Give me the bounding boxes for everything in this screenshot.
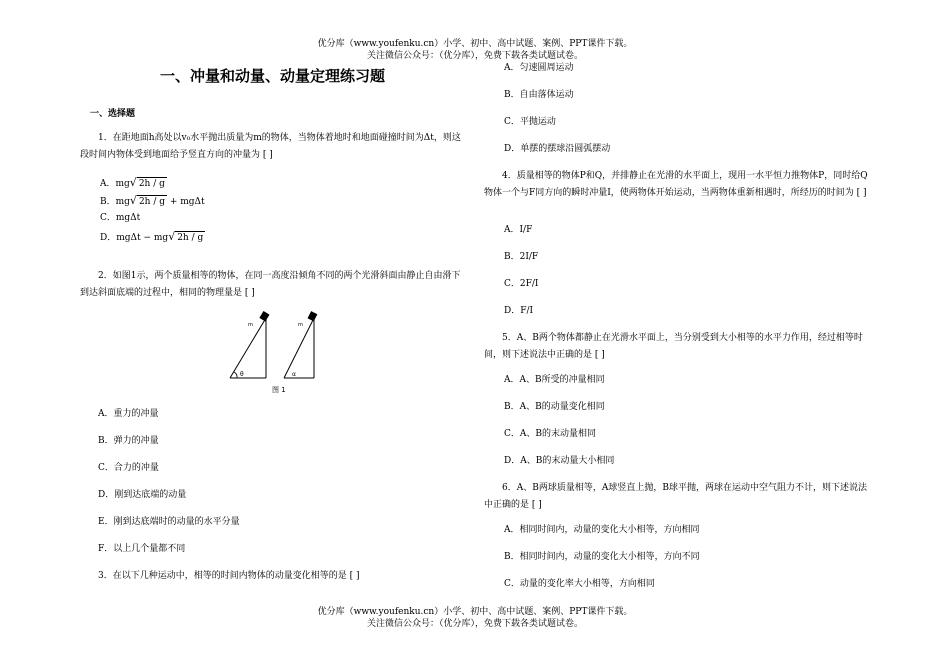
q1-option-a <box>100 174 167 193</box>
fig-alpha: α <box>292 371 296 378</box>
figure-1 <box>220 308 335 396</box>
q1-b-suffix: + mgΔt <box>166 197 205 207</box>
q2-option-f: F．以上几个量都不同 <box>98 544 186 554</box>
section-heading: 一、选择题 <box>90 109 136 119</box>
fig-m-left: m <box>248 322 253 328</box>
q5-option-b: B．A、B的动量变化相同 <box>504 402 605 412</box>
q4-stem: 4．质量相等的物体P和Q，并排静止在光滑的水平面上，现用一水平恒力推物体P，同时给Q物体一个与F同方向的瞬时冲量I，使两物体开始运动，当两物体重新相遇时，所经历的时间为 [ ] <box>484 171 868 198</box>
q1-d-prefix: D．mgΔt − mg <box>100 233 169 243</box>
fig-m-right: m <box>298 322 303 328</box>
q1-b-prefix: B．mg <box>100 197 130 207</box>
page-footer <box>0 606 950 630</box>
q3-option-d: D．单摆的摆球沿圆弧摆动 <box>504 144 611 154</box>
page-title: 一、冲量和动量、动量定理练习题 <box>159 67 385 85</box>
q2-option-a: A．重力的冲量 <box>98 409 159 419</box>
q1-d-radicand: 2h / g <box>177 233 204 243</box>
q1-stem: 1．在距地面h高处以v₀水平抛出质量为m的物体，当物体着地时和地面碰撞时间为Δt，则这段时间内物体受到地面给予竖直方向的冲量为 [ ] <box>80 133 461 160</box>
header-line-1: 优分库（www.youfenku.cn）小学、初中、高中试题、案例、PPT课件下载。 <box>317 39 633 49</box>
q4-option-a: A．I/F <box>504 225 533 235</box>
footer-line-2: 关注微信公众号：（优分库），免费下载各类试题试卷。 <box>366 619 583 629</box>
q2-stem: 2．如图1示，两个质量相等的物体，在同一高度沿倾角不同的两个光滑斜面由静止自由滑下到达斜面底端的过程中，相同的物理量是 [ ] <box>80 271 461 298</box>
q3-stem: 3．在以下几种运动中，相等的时间内物体的动量变化相等的是 [ ] <box>98 571 360 581</box>
q1-a-radicand: 2h / g <box>138 179 165 189</box>
q3-option-a: A．匀速圆周运动 <box>504 63 574 73</box>
q2-option-b: B．弹力的冲量 <box>98 436 159 446</box>
sqrt-icon: √ <box>129 176 137 189</box>
figure-caption: 图 1 <box>272 386 286 394</box>
fig-theta: θ <box>240 371 244 378</box>
q1-option-b <box>100 192 205 211</box>
q6-option-b: B．相同时间内，动量的变化大小相等，方向不同 <box>504 552 700 562</box>
sqrt-icon: √ <box>129 194 137 207</box>
q5-stem: 5．A、B两个物体都静止在光滑水平面上，当分别受到大小相等的水平力作用，经过相等时间，则下述说法中正确的是 [ ] <box>484 333 863 360</box>
page-header <box>0 38 950 62</box>
q5-option-c: C．A、B的末动量相同 <box>504 429 596 439</box>
footer-line-1: 优分库（www.youfenku.cn）小学、初中、高中试题、案例、PPT课件下载。 <box>317 607 633 617</box>
q1-a-prefix: A．mg <box>100 179 130 189</box>
q4-option-d: D．F/I <box>504 306 534 316</box>
q2-option-e: E．刚到达底端时的动量的水平分量 <box>98 517 240 527</box>
q4-option-b: B．2I/F <box>504 252 539 262</box>
q4-option-c: C．2F/I <box>504 279 539 289</box>
q1-option-c: C．mgΔt <box>100 213 141 223</box>
incline-right <box>284 311 317 378</box>
q6-option-c: C．动量的变化率大小相等，方向相同 <box>504 579 655 589</box>
q1-b-radicand: 2h / g <box>138 197 165 207</box>
block-left <box>259 311 269 321</box>
q6-option-a: A．相同时间内，动量的变化大小相等，方向相同 <box>504 525 700 535</box>
sqrt-icon: √ <box>168 230 176 243</box>
q2-option-c: C．合力的冲量 <box>98 463 159 473</box>
q5-option-d: D．A、B的末动量大小相同 <box>504 456 615 466</box>
header-line-2: 关注微信公众号：（优分库），免费下载各类试题试卷。 <box>366 51 583 61</box>
q3-option-c: C．平抛运动 <box>504 117 556 127</box>
q5-option-a: A．A、B所受的冲量相同 <box>504 375 605 385</box>
block-right <box>308 311 318 321</box>
incline-left <box>230 311 269 378</box>
q3-option-b: B．自由落体运动 <box>504 90 574 100</box>
q1-option-d <box>100 228 205 247</box>
q6-stem: 6．A、B两球质量相等，A球竖直上抛，B球平抛，两球在运动中空气阻力不计，则下述说法中正确的是 [ ] <box>484 483 867 510</box>
q2-option-d: D．刚到达底端的动量 <box>98 490 187 500</box>
